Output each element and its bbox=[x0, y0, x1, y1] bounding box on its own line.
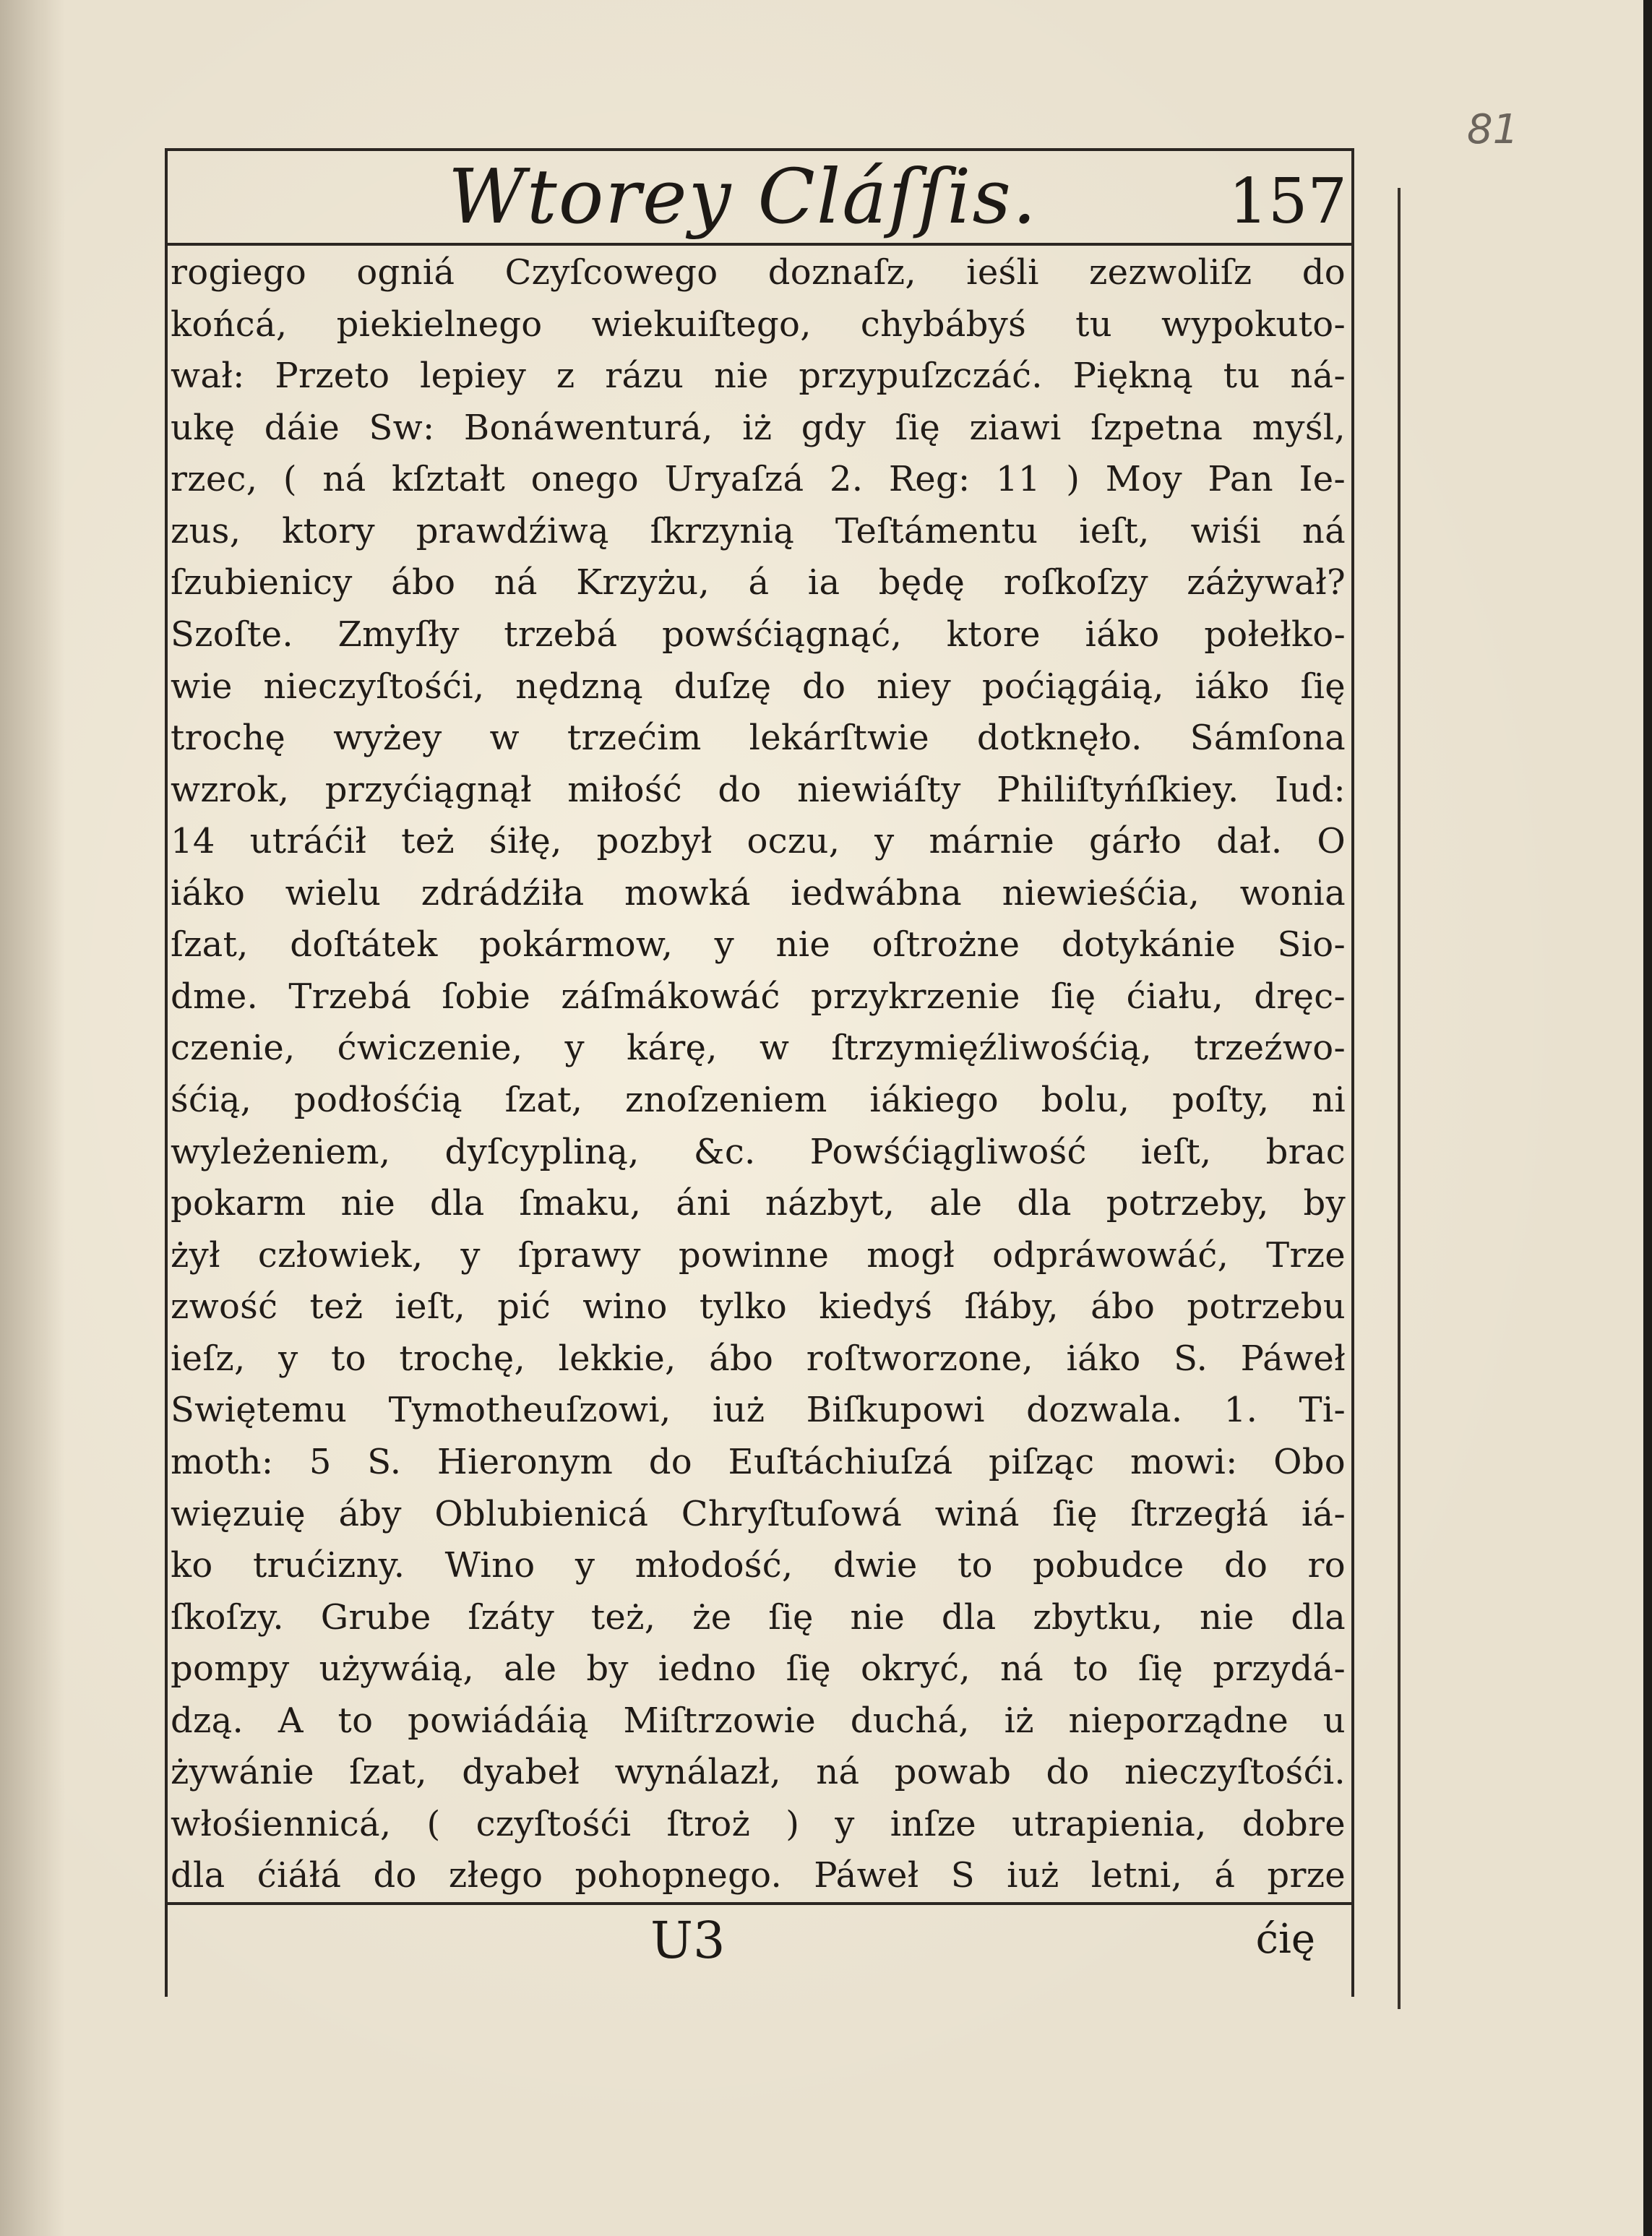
text-line: włośiennicá, ( czyſtośći ſtroż ) y inſze utrapienia, dobre bbox=[171, 1803, 1346, 1844]
text-line: zus, ktory prawdźiwą ſkrzynią Teſtámentu ieſt, wiśi ná bbox=[171, 510, 1346, 551]
text-line: ſkoſzy. Grube ſzáty też, że ſię nie dla zbytku, nie dla bbox=[171, 1596, 1346, 1638]
text-line: pompy używáią, ale by iedno ſię okryć, ná to ſię przydá- bbox=[171, 1648, 1346, 1690]
text-line: żywánie ſzat, dyabeł wynálazł, ná powab do nieczyſtośći. bbox=[171, 1752, 1346, 1793]
text-line: wyleżeniem, dyſcypliną, &c. Powśćiągliwość ieſt, brac bbox=[171, 1131, 1346, 1172]
text-line: końcá, piekielnego wiekuiſtego, chybábyś tu wypokuto- bbox=[171, 304, 1346, 345]
body-text bbox=[171, 247, 1346, 1902]
page-edge-shadow bbox=[1643, 0, 1652, 2236]
text-line: rogiego ogniá Czyſcowego doznaſz, ieśli zezwoliſz do bbox=[171, 252, 1346, 293]
text-line: dme. Trzebá ſobie záſmákowáć przykrzenie ſię ćiału, dręc- bbox=[171, 976, 1346, 1017]
text-line: wie nieczyſtośći, nędzną duſzę do niey poćiągáią, iáko ſię bbox=[171, 666, 1346, 707]
text-line: rzec, ( ná kſztałt onego Uryaſzá 2. Reg: 11 ) Moy Pan Ie- bbox=[171, 459, 1346, 500]
text-line: ukę dáie Sw: Bonáwenturá, iż gdy ſię ziawi ſzpetna myśl, bbox=[171, 407, 1346, 448]
text-line: ieſz, y to trochę, lekkie, ábo roſtworzone, iáko S. Páweł bbox=[171, 1338, 1346, 1379]
text-line: iáko wielu zdrádźiła mowká iedwábna niewieśćia, wonia bbox=[171, 872, 1346, 913]
text-line: dzą. A to powiádáią Miſtrzowie duchá, iż nieporządne u bbox=[171, 1700, 1346, 1741]
text-line: dla ćiáłá do złego pohopnego. Páweł S iuż letni, á prze bbox=[171, 1855, 1346, 1896]
signature-mark: U3 bbox=[650, 1911, 726, 1970]
text-line: moth: 5 S. Hieronym do Euſtáchiuſzá piſząc mowi: Obo bbox=[171, 1441, 1346, 1482]
bottom-rule bbox=[165, 1902, 1351, 1905]
text-line: ſzat, doſtátek pokármow, y nie oſtrożne dotykánie Sio- bbox=[171, 924, 1346, 966]
running-title: Wtorey Cláſſis. bbox=[448, 152, 1038, 241]
text-line: śćią, podłośćią ſzat, znoſzeniem iákiego bolu, poſty, ni bbox=[171, 1080, 1346, 1120]
text-line: 14 utráćił też śiłę, pozbył oczu, y márnie gárło dał. O bbox=[171, 821, 1346, 862]
text-line: wał: Przeto lepiey z rázu nie przypuſzczáć. Piękną tu ná- bbox=[171, 356, 1346, 397]
text-line: zwość też ieſt, pić wino tylko kiedyś ſłáby, ábo potrzebu bbox=[171, 1286, 1346, 1328]
text-line: Szoſte. Zmyſły trzebá powśćiągnąć, ktore iáko połełko- bbox=[171, 614, 1346, 655]
page-number: 157 bbox=[1229, 165, 1348, 238]
catchword: ćię bbox=[1255, 1916, 1315, 1963]
text-line: ko trućizny. Wino y młodość, dwie to pobudce do ro bbox=[171, 1545, 1346, 1586]
text-line: ſzubienicy ábo ná Krzyżu, á ia będę roſkoſzy záżywał? bbox=[171, 562, 1346, 603]
binding-gutter bbox=[0, 0, 65, 2236]
text-line: wzrok, przyćiągnął miłość do niewiáſty Philiſtyńſkiey. Iud: bbox=[171, 769, 1346, 810]
folio-annotation: 81 bbox=[1467, 106, 1519, 153]
text-line: trochę wyżey w trzećim lekárſtwie dotknęło. Sámſona bbox=[171, 718, 1346, 759]
text-line: żył człowiek, y ſprawy powinne mogł odpráwowáć, Trze bbox=[171, 1234, 1346, 1276]
outer-margin-rule bbox=[1398, 188, 1401, 2009]
text-line: czenie, ćwiczenie, y kárę, w ſtrzymięźliwośćią, trzeźwo- bbox=[171, 1028, 1346, 1069]
text-line: Swiętemu Tymotheuſzowi, iuż Biſkupowi dozwala. 1. Ti- bbox=[171, 1390, 1346, 1431]
text-line: więzuię áby Oblubienicá Chryſtuſowá winá ſię ſtrzegłá iá- bbox=[171, 1493, 1346, 1534]
text-line: pokarm nie dla ſmaku, áni názbyt, ale dla potrzeby, by bbox=[171, 1183, 1346, 1224]
